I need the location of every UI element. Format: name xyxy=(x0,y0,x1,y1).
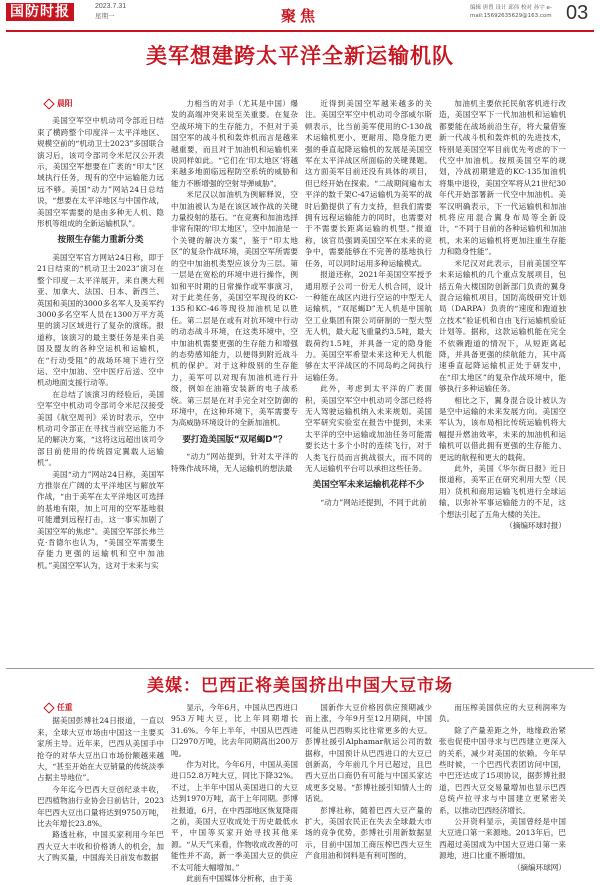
subheading: 按照生存能力重新分类 xyxy=(57,235,144,246)
paragraph: 此外，美国《华尔街日报》近日报道称，美军正在研究利用大型（民用）货机和商用运输飞机进行全球运输，以弥补军事运输能力的不足，这个想法引起了五角大楼的关注。 xyxy=(439,464,566,519)
paragraph: 此前有中国媒体分析称，由于美 xyxy=(186,874,293,884)
byline-diamond-icon xyxy=(43,98,54,109)
article-headline: 美军想建跨太平洋全新运输机队 xyxy=(146,44,454,68)
paragraph: “动力”网站还提到，不同于此前 xyxy=(320,497,427,507)
paragraph: 美国空军官方网站24日称，即于21日结束的“机动卫士2023”演习在整个印度－太平洋展开，来自澳大利亚、加拿大、法国、日本、新西兰、英国和美国的3000多名军人及美军约3000多名空军人员在1300万平方英里的演习区域进行了复杂的演练。报道称，该演习的最主要任务是来自美国及盟友的各种空运机和运输机，在“行动受阻”的战场环境下进行空运、空中加油、空中医疗后送、空中机动地面支援行动等。 xyxy=(37,252,164,388)
paragraph: 相比之下，翼身混合设计被认为是空中运输的未来发展方向。美国空军认为，该布局相比传统运输机将大幅提升燃油效率，未来的加油机和运输机可以借此拥有更强的生存能力、更远的航程和更大的载荷。 xyxy=(439,395,566,462)
paragraph: 米尼汉对此表示，目前美国空军未来运输机的几个重点发展项目，包括五角大楼国防创新部门负责的翼身混合运输机项目，国防高级研究计划局（DARPA）负责的“速度和跑道独立技术”验证机和自由飞行运输机验证计划等。据称，这款运输机能在完全不依赖跑道的情况下，从短距离起降，并具备更强的续航能力，其中高速垂直起降运输机正处于研发中，在“印太地区”的复杂作战环境中，能够执行多种运输任务。 xyxy=(439,258,566,394)
paragraph: 在总结了该演习的经验后，美国空军空中机动司令部司令米尼汉接受美国《航空周刊》采访时表示，空中机动司令部正在寻找当前空运能力不足的解决方案，“这将这远超出该司令部目前使用的传统固定翼载人运输机”。 xyxy=(37,389,164,468)
article-divider xyxy=(6,668,594,669)
paragraph: 加油机主要依托民航客机进行改造，美国空军下一代加油机和运输机都要能在战场前沿生存，将大量借鉴新一代战斗机和轰炸机的先进技术，特别是美国空军目前优先考虑的下一代空中加油机。按照美国空军的规划，冷战初期建造的KC-135加油机将集中退役，美国空军将从21世纪30年代开始部署新一代空中加油机。美军汉明确表示，下一代运输机和加油机将应用混合翼身布局等全新设计，“不同于目前的各种运输机和加油机，未来的运输机将更加注重生存能力和隐身性能”。 xyxy=(439,99,566,257)
article-column-4 xyxy=(439,98,566,664)
paragraph: 据美国彭博社24日报道，一直以来，全球大豆市场由中国这一主要买家所主导。近年来，巴西从美国手中抢夺的对华大豆出口市场份额越来越大，“甚至开始在大豆销量的传统淡季占据主导地位”。 xyxy=(37,716,164,783)
author-byline: 晨阳 xyxy=(45,98,164,109)
editor-credits: 编辑 唐曾 设计 邱伟 校对 孙宇 e-mail:15692635629@163.com xyxy=(470,5,552,19)
article-column-2 xyxy=(171,98,298,664)
newspaper-logo: 国防时报 xyxy=(6,3,74,21)
article2-column-2 xyxy=(171,702,298,884)
issue-weekday: 星期一 xyxy=(95,12,115,20)
paragraph: 此外，考虑到太平洋的广袤面积，美国空军空中机动司令部已经将无人驾驶运输机纳入未来规划。美国空军研究实验室在报告中提到，未来太平洋的空中运输或加油任务可能需要长达十多个小时的连续飞行，对于人类飞行员而言挑战很大，而不同的无人运输机平台可以承担这些任务。 xyxy=(305,384,432,473)
header-rule xyxy=(6,30,594,32)
article2-column-3 xyxy=(305,702,432,861)
article-column-3 xyxy=(305,98,432,664)
article-column-1 xyxy=(37,98,164,664)
paragraph: 美国空军空中机动司令部近日结束了横跨整个印度洋－太平洋地区、规模空前的“机动卫士2023”多国联合演习后，该司令部司令米尼汉公开表示，美国空军想要在广袤的“印太”区域执行任务，现有的空中运输能力远远不够。美国“动力”网站24日总结说，“想要在太平洋地区与中国作战，美国空军需要的是由多种无人机、隐形机等组成的全新运输机队”。 xyxy=(37,116,164,229)
paragraph: 米尼汉以加油机为例解释说，空中加油被认为是在该区域作战的关键力量投射的基石。“在竞赛和加油选择非常有限的‘印太地区’，空中加油是一个关键的解决方案”，鉴于“印太地区”的复杂作战环境，美国空军所需要的空中加油机类型应该分为三层。第一层是在宽松的环境中进行操作，例如和平时期的日常操作或军事演习，对于此类任务，美国空军现役的KC-135和KC-46等现役加油机足以胜任。第二层是在或有对抗环境中行动的动态战斗环境，在这类环境中，空中加油机需要更强的生存能力和增强的态势感知能力，以便得到附近战斗机的保护。对于这种级别的生存能力，美军可以对现有加油机进行升级，例如在油箱安装新的电子战系统。第三层是在对手完全对空防御的环境中，在这种环境下，美军需要专为高威胁环境设计的全新加油机。 xyxy=(171,190,298,428)
paragraph: 美国“动力”网站24日称，美国军方推崇在广阔的太平洋地区与解放军作战，“由于美军在太平洋地区可选择的基地有限，加上可用的空军基地很可能遭到远程打击，这一事实加剧了美国空军的焦虑”。美国空军部长弗兰克·肯德尔也认为，“美国空军需要生存能力更强的运输机和空中加油机。”美国空军认为，这对于未来与实 xyxy=(37,469,164,570)
article-headline: 美媒：巴西正将美国挤出中国大豆市场 xyxy=(147,676,453,696)
masthead xyxy=(0,0,600,36)
paragraph: 近得到美国空军越来越多的关注。美国空军空中机动司令部威尔斯顿表示，比当前美军使用的C-130战术运输机更小、更耐用、隐身能力更强的垂直起降运输机的发展是美国空军在太平洋战区所面临的关键课题。这方面美军目前还没有具体的项目，但已经开始在探索。“二战期间遍布太平洋的数千架C-47运输机为美军的战时后勤提供了有力支持，但我们需要拥有远程运输能力的同时，也需要对于不需要长距离运输的机型。”报道称，该官员强调美国空军在未来的竞争中，需要能够在不完善的基地执行任务，可以同时运用多种运输模式。 xyxy=(305,99,432,268)
paragraph: 作为对比，今年6月，中国从美国进口52.8万吨大豆，同比下降32%。不过，上半年中国从美国进口的大豆达到1970万吨，高于上年同期。彭博社报道，6月，在中西部地区恢复降雨之前，美国大豆收成处于历史最低水平，中国等买家开始寻找其他来源。“从天气来看，作物收成改善的可能性并不高，新一季美国大豆的供应不太可能大幅增加。” xyxy=(171,760,298,872)
paragraph: 彭博社称，随着巴西大豆产量的扩大，美国农民正在失去全球最大市场的竞争优势，彭博社引用新数据显示，目前中国加工商压榨巴西大豆生产食用油和饲料是有利可图的， xyxy=(305,805,432,861)
author-byline: 任重 xyxy=(45,702,164,713)
paragraph: 力相当的对手（尤其是中国）爆发的高端冲突来说至关重要。在复杂空战环境下的生存能力，不但对于美国空军的战斗机和轰炸机而言是越来越重要，而且对于加油机和运输机来说同样如此。“它们在‘印太地区’将越来越多地面临远程防空系统的威胁和能力不断增强的空射导弹威胁”。 xyxy=(171,99,298,188)
page-number: 03 xyxy=(566,2,589,24)
paragraph: 国新作大豆价格因供应预期减少而上涨，今年9月至12月期间，中国可能从巴西购买比往常更多的大豆。彭博社援引Alphamar航运公司的数据称，中国预计从巴西进口的大豆已创新高，今年前几个月已超过，且巴西大豆出口商仍有可能与中国买家达成更多交易。“彭博社援引知情人士的话说。 xyxy=(305,703,432,804)
subheading: 美国空军未来运输机花样不少 xyxy=(312,480,425,491)
byline-diamond-icon xyxy=(43,702,54,713)
paragraph: 今年迄今巴西大豆创纪录丰收，巴西植物油行业协会日前估计，2023年巴西大豆出口量将达到9750万吨，比去年增长23.8%。 xyxy=(37,784,164,829)
paragraph: 而压榨美国供应的大豆利润率为负。 xyxy=(439,703,566,724)
source-byline: （摘编环球时报） xyxy=(505,521,566,531)
article2-column-4 xyxy=(439,702,566,872)
paragraph: 报道还称，2021年美国空军授予通用原子公司一份无人机合同，设计一种能在战区内进行空运的中型无人运输机，“双尾蝎D”无人机是中国航空工业集团有限公司研制的一型大型无人机，最大起飞重量约3.5吨，最大载荷约1.5吨，并具备一定的隐身能力。美国空军希望未来这种无人机能够在太平洋战区的不同岛屿之间执行运输任务。 xyxy=(305,270,432,382)
paragraph: 公开资料显示，美国曾经是中国大豆进口第一来源地。2013年后，巴西超过美国成为中国大豆进口第一来源地，进口比重不断增加。 xyxy=(439,817,566,861)
article2-column-1 xyxy=(37,702,164,863)
paragraph: 除了产量差距之外，地缘政治紧张也促使中国寻求与巴西建立更深入的关系，减少对美国的依赖。今年早些时候，一个巴西代表团访问中国，中巴还达成了15项协议，据彭博社报道，巴西大豆交易量增加也显示巴西总统卢拉寻求与中国建立更紧密关系，以推动巴西经济增长。 xyxy=(439,725,566,815)
paragraph: 显示，今年6月，中国从巴西进口953万吨大豆，比上年同期增长31.6%。今年上半年，中国从巴西进口2970万吨，比去年同期高出200万吨。 xyxy=(171,703,298,758)
paragraph: “动力”网站提到，针对太平洋的特殊作战环境，无人运输机的想法最 xyxy=(171,452,298,473)
issue-date: 2023.7.31 xyxy=(95,3,127,10)
source-byline: （摘编环球网） xyxy=(512,862,566,872)
paragraph: 路透社称，中国买家利用今年巴西大豆大丰收和价格诱人的机会，加大了购买量，中国海关日前发布数据 xyxy=(37,830,164,863)
section-title: 聚焦 xyxy=(280,7,319,25)
subheading: 要打造美国版“双尾蝎D”？ xyxy=(182,434,287,445)
